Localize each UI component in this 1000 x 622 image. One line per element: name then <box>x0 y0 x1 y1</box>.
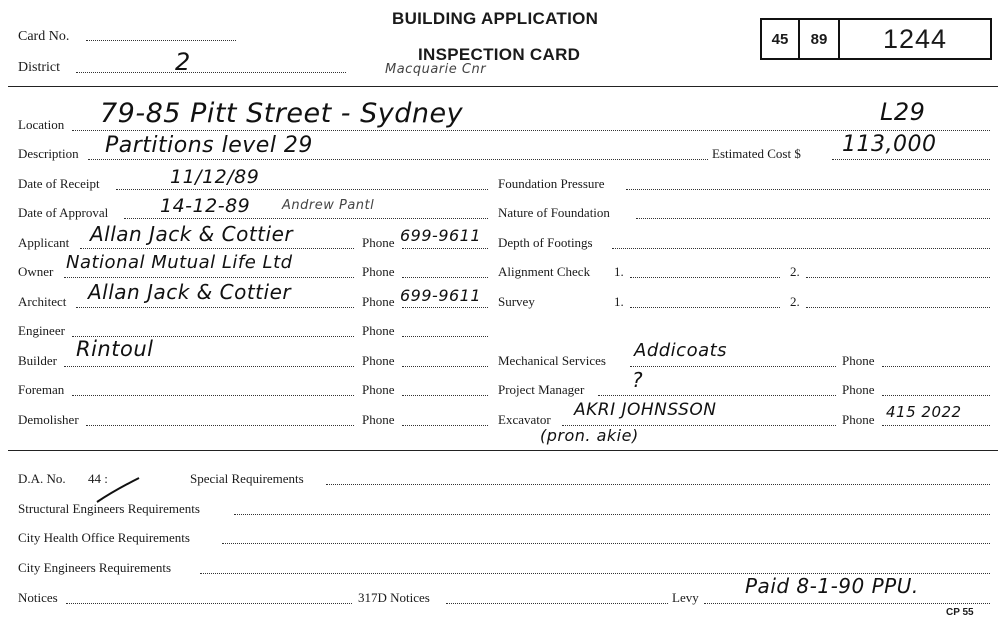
date-approval-line <box>124 218 488 219</box>
foreman-phone-line <box>402 395 488 396</box>
box-code-b: 89 <box>800 20 840 58</box>
notices-317d-label: 317D Notices <box>358 590 430 605</box>
date-approval-label: Date of Approval <box>18 205 109 220</box>
location-level: L29 <box>880 98 926 126</box>
survey-first-line <box>630 307 780 308</box>
levy-line <box>704 603 990 604</box>
demolisher-line <box>86 425 354 426</box>
date-approval-value: 14-12-89 <box>160 195 251 217</box>
notices-line <box>66 603 352 604</box>
excavator-value-note: (pron. akie) <box>540 426 639 445</box>
mechanical-phone-line <box>882 366 990 367</box>
structural-label: Structural Engineers Requirements <box>18 501 200 516</box>
header-rule <box>8 86 998 87</box>
excavator-phone-line <box>882 425 990 426</box>
da-no-value: 44 : <box>88 471 108 486</box>
card-no-label: Card No. <box>18 29 70 44</box>
date-approval-note: Andrew Pantl <box>282 198 375 213</box>
alignment-second: 2. <box>790 264 800 279</box>
district-label: District <box>18 60 60 75</box>
excavator-value: AKRI JOHNSSON <box>574 400 717 420</box>
form-code: CP 55 <box>946 607 974 618</box>
mechanical-services-label: Mechanical Services <box>498 353 606 368</box>
card-number-box <box>760 18 992 60</box>
owner-phone-line <box>402 277 488 278</box>
alignment-first-line <box>630 277 780 278</box>
district-value: 2 <box>175 48 191 76</box>
project-manager-label: Project Manager <box>498 382 585 397</box>
foreman-phone-label: Phone <box>362 382 395 397</box>
mechanical-phone-label: Phone <box>842 353 875 368</box>
project-manager-line <box>598 395 836 396</box>
card-title-line2: INSPECTION CARD <box>418 45 581 64</box>
applicant-phone-line <box>402 248 488 249</box>
depth-footings-line <box>612 248 990 249</box>
description-line <box>88 159 708 160</box>
owner-label: Owner <box>18 264 54 279</box>
location-line <box>72 130 990 131</box>
architect-line <box>76 307 354 308</box>
owner-value: National Mutual Life Ltd <box>66 252 293 273</box>
estimated-cost-value: 113,000 <box>842 132 937 157</box>
excavator-label: Excavator <box>498 412 551 427</box>
nature-foundation-line <box>636 218 990 219</box>
excavator-phone-label: Phone <box>842 412 875 427</box>
da-no-label: D.A. No. <box>18 471 66 486</box>
notices-317d-line <box>446 603 668 604</box>
builder-phone-line <box>402 366 488 367</box>
demolisher-phone-line <box>402 425 488 426</box>
city-health-label: City Health Office Requirements <box>18 530 190 545</box>
district-line <box>76 72 346 73</box>
foreman-label: Foreman <box>18 382 65 397</box>
structural-line <box>234 514 990 515</box>
alignment-second-line <box>806 277 990 278</box>
location-label: Location <box>18 117 65 132</box>
architect-phone-label: Phone <box>362 294 395 309</box>
alignment-first: 1. <box>614 264 624 279</box>
excavator-phone: 415 2022 <box>886 403 962 421</box>
survey-second-line <box>806 307 990 308</box>
card-number: 1244 <box>882 23 948 54</box>
architect-label: Architect <box>18 294 67 309</box>
project-manager-phone-label: Phone <box>842 382 875 397</box>
foundation-pressure-line <box>626 189 990 190</box>
depth-footings-label: Depth of Footings <box>498 235 593 250</box>
nature-foundation-label: Nature of Foundation <box>498 205 610 220</box>
foreman-line <box>72 395 354 396</box>
special-requirements-label: Special Requirements <box>190 471 304 486</box>
builder-line <box>64 366 354 367</box>
location-value: 79-85 Pitt Street - Sydney <box>100 98 464 129</box>
date-receipt-line <box>116 189 488 190</box>
survey-first: 1. <box>614 294 624 309</box>
applicant-line <box>80 248 354 249</box>
description-value: Partitions level 29 <box>105 133 313 158</box>
owner-line <box>64 277 354 278</box>
architect-phone-line <box>402 307 488 308</box>
builder-label: Builder <box>18 353 57 368</box>
date-receipt-label: Date of Receipt <box>18 176 100 191</box>
notices-label: Notices <box>18 590 58 605</box>
estimated-cost-label: Estimated Cost $ <box>712 146 801 161</box>
card-title-line1: BUILDING APPLICATION <box>392 9 599 28</box>
owner-phone-label: Phone <box>362 264 395 279</box>
special-requirements-line <box>326 484 990 485</box>
district-note: Macquarie Cnr <box>385 62 487 77</box>
applicant-phone-label: Phone <box>362 235 395 250</box>
box-code-a: 45 <box>762 20 800 58</box>
project-manager-phone-line <box>882 395 990 396</box>
demolisher-phone-label: Phone <box>362 412 395 427</box>
engineer-phone-line <box>402 336 488 337</box>
levy-value: Paid 8-1-90 PPU. <box>745 574 919 598</box>
middle-rule <box>8 450 998 451</box>
builder-phone-label: Phone <box>362 353 395 368</box>
foundation-pressure-label: Foundation Pressure <box>498 176 605 191</box>
survey-label: Survey <box>498 294 535 309</box>
engineer-phone-label: Phone <box>362 323 395 338</box>
description-label: Description <box>18 146 79 161</box>
mechanical-services-value: Addicoats <box>634 340 728 361</box>
mechanical-services-line <box>630 366 836 367</box>
estimated-cost-line <box>832 159 990 160</box>
applicant-value: Allan Jack & Cottier <box>90 222 294 246</box>
builder-value: Rintoul <box>76 337 154 361</box>
survey-second: 2. <box>790 294 800 309</box>
project-manager-value: ? <box>632 368 644 392</box>
applicant-phone: 699-9611 <box>400 226 482 245</box>
demolisher-label: Demolisher <box>18 412 79 427</box>
date-receipt-value: 11/12/89 <box>170 166 260 188</box>
alignment-check-label: Alignment Check <box>498 264 591 279</box>
architect-phone: 699-9611 <box>400 286 482 305</box>
pen-mark-icon <box>95 476 155 506</box>
applicant-label: Applicant <box>18 235 70 250</box>
city-health-line <box>222 543 990 544</box>
engineer-label: Engineer <box>18 323 65 338</box>
card-no-line <box>86 40 236 41</box>
levy-label: Levy <box>672 590 699 605</box>
architect-value: Allan Jack & Cottier <box>88 280 292 304</box>
city-engineers-label: City Engineers Requirements <box>18 560 172 575</box>
